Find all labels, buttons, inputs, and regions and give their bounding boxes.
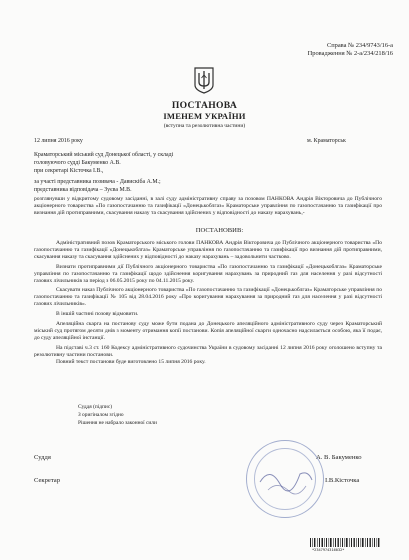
intro-line: головуючого судді Бакуменко А.В. <box>34 160 121 166</box>
note-line: Рішення не набрало законної сили <box>78 420 157 426</box>
note-line: З оригіналом згідно <box>78 412 124 418</box>
decision-paragraph: В іншій частині позову відмовити. <box>56 311 139 318</box>
intro-line: при секретарі Кісточка І.В., <box>34 168 104 174</box>
decision-paragraph: Адміністративний позов Краматорського міського голови ПАНКОВА Андрія Вікторовича до Публічного акціонерного товариства «По газопостачанню та газифікації «Донецькоблгаз» Краматорське управління по газопостачанню та газифікації про визнання дій протиправними, скасування наказу та скасування здійснених у відповідності до наказу нарахувань – задовольнити частково. <box>34 240 382 260</box>
barcode-number: *2347974316032* <box>312 548 345 552</box>
intro-paragraph: розглянувши у відкритому судовому засіданні, в залі суду адміністративну справу за позовом ПАНКОВА Андрія Вікторовича до Публічного акціонерного товариства «По газопостачанню та газифікації «Донецькоблгаз» Краматорське управління по газопостачанню та газифікації про визнання дій протиправними, скасування наказу та скасування здійснених у відповідності до наказу нарахувань,- <box>34 196 382 216</box>
doc-title-sub: ІМЕНЕМ УКРАЇНИ <box>163 111 246 121</box>
secretary-label: Секретар <box>34 477 61 484</box>
decision-heading: ПОСТАНОВИВ: <box>195 227 244 234</box>
hearing-city: м. Краматорськ <box>307 138 346 144</box>
decision-paragraph: Скасувати наказ Публічного акціонерного товариства «По газопостачанню та газифікації «Донецькоблгаз» Краматорське управління по газопостачанню та газифікації № 105 від 28.04.2016 року «Про коригування нарахування за природний газ для населення у разі відсутності газових лічильників». <box>34 287 382 308</box>
coat-of-arms-icon <box>193 66 215 94</box>
signature-scribble-icon <box>250 444 320 514</box>
decision-paragraph: На підставі ч.3 ст. 160 Кодексу адміністративного судочинства України в судовому засіданні 12 липня 2016 року оголошено вступну та резолютивну частини постанови. <box>34 344 382 358</box>
judge-name: А. В. Бакуменко <box>316 454 362 461</box>
decision-body <box>34 240 382 366</box>
decision-paragraph: Визнати протиправними дії Публічного акціонерного товариства «По газопостачанню та газифікації «Донецькоблгаз» Краматорське управління по газопостачанню та газифікації щодо здійснення коригування нарахувань за природний газ для населення у разі відсутності газових лічильників за період з 06.05.2015 року по 04.11.2015 року. <box>34 263 382 284</box>
decision-paragraph: Повний текст постанови буде виготовлено 15 липня 2016 року. <box>56 358 206 365</box>
proceeding-number: Провадження № 2-а/234/218/16 <box>307 50 393 57</box>
intro-line: за участі представника позивача - Давискіба А.М.; <box>34 179 161 185</box>
doc-title: ПОСТАНОВА <box>171 100 238 111</box>
note-line: Суддя (підпис) <box>78 404 113 410</box>
case-number: Справа № 234/9743/16-а <box>326 42 393 49</box>
intro-line: представника відповідача – Зуєва М.В. <box>34 187 132 193</box>
intro-line: Краматорський міський суд Донецької області, у складі <box>34 152 174 158</box>
hearing-date: 12 липня 2016 року <box>34 138 83 144</box>
decision-paragraph: Апеляційна скарга на постанову суду може бути подана до Донецького апеляційного адміністративного суду через Краматорський міський суд протягом десяти днів з моменту отримання копії постанови. Копія апеляційної скарги одночасно надсилається особою, яка її подає, до суду апеляційної інстанції. <box>34 321 382 341</box>
judge-label: Суддя <box>34 454 51 461</box>
secretary-name: І.В.Кісточка <box>325 477 360 484</box>
barcode-icon <box>310 538 380 547</box>
doc-subtitle: (вступна та резолютивна частини) <box>163 123 246 129</box>
